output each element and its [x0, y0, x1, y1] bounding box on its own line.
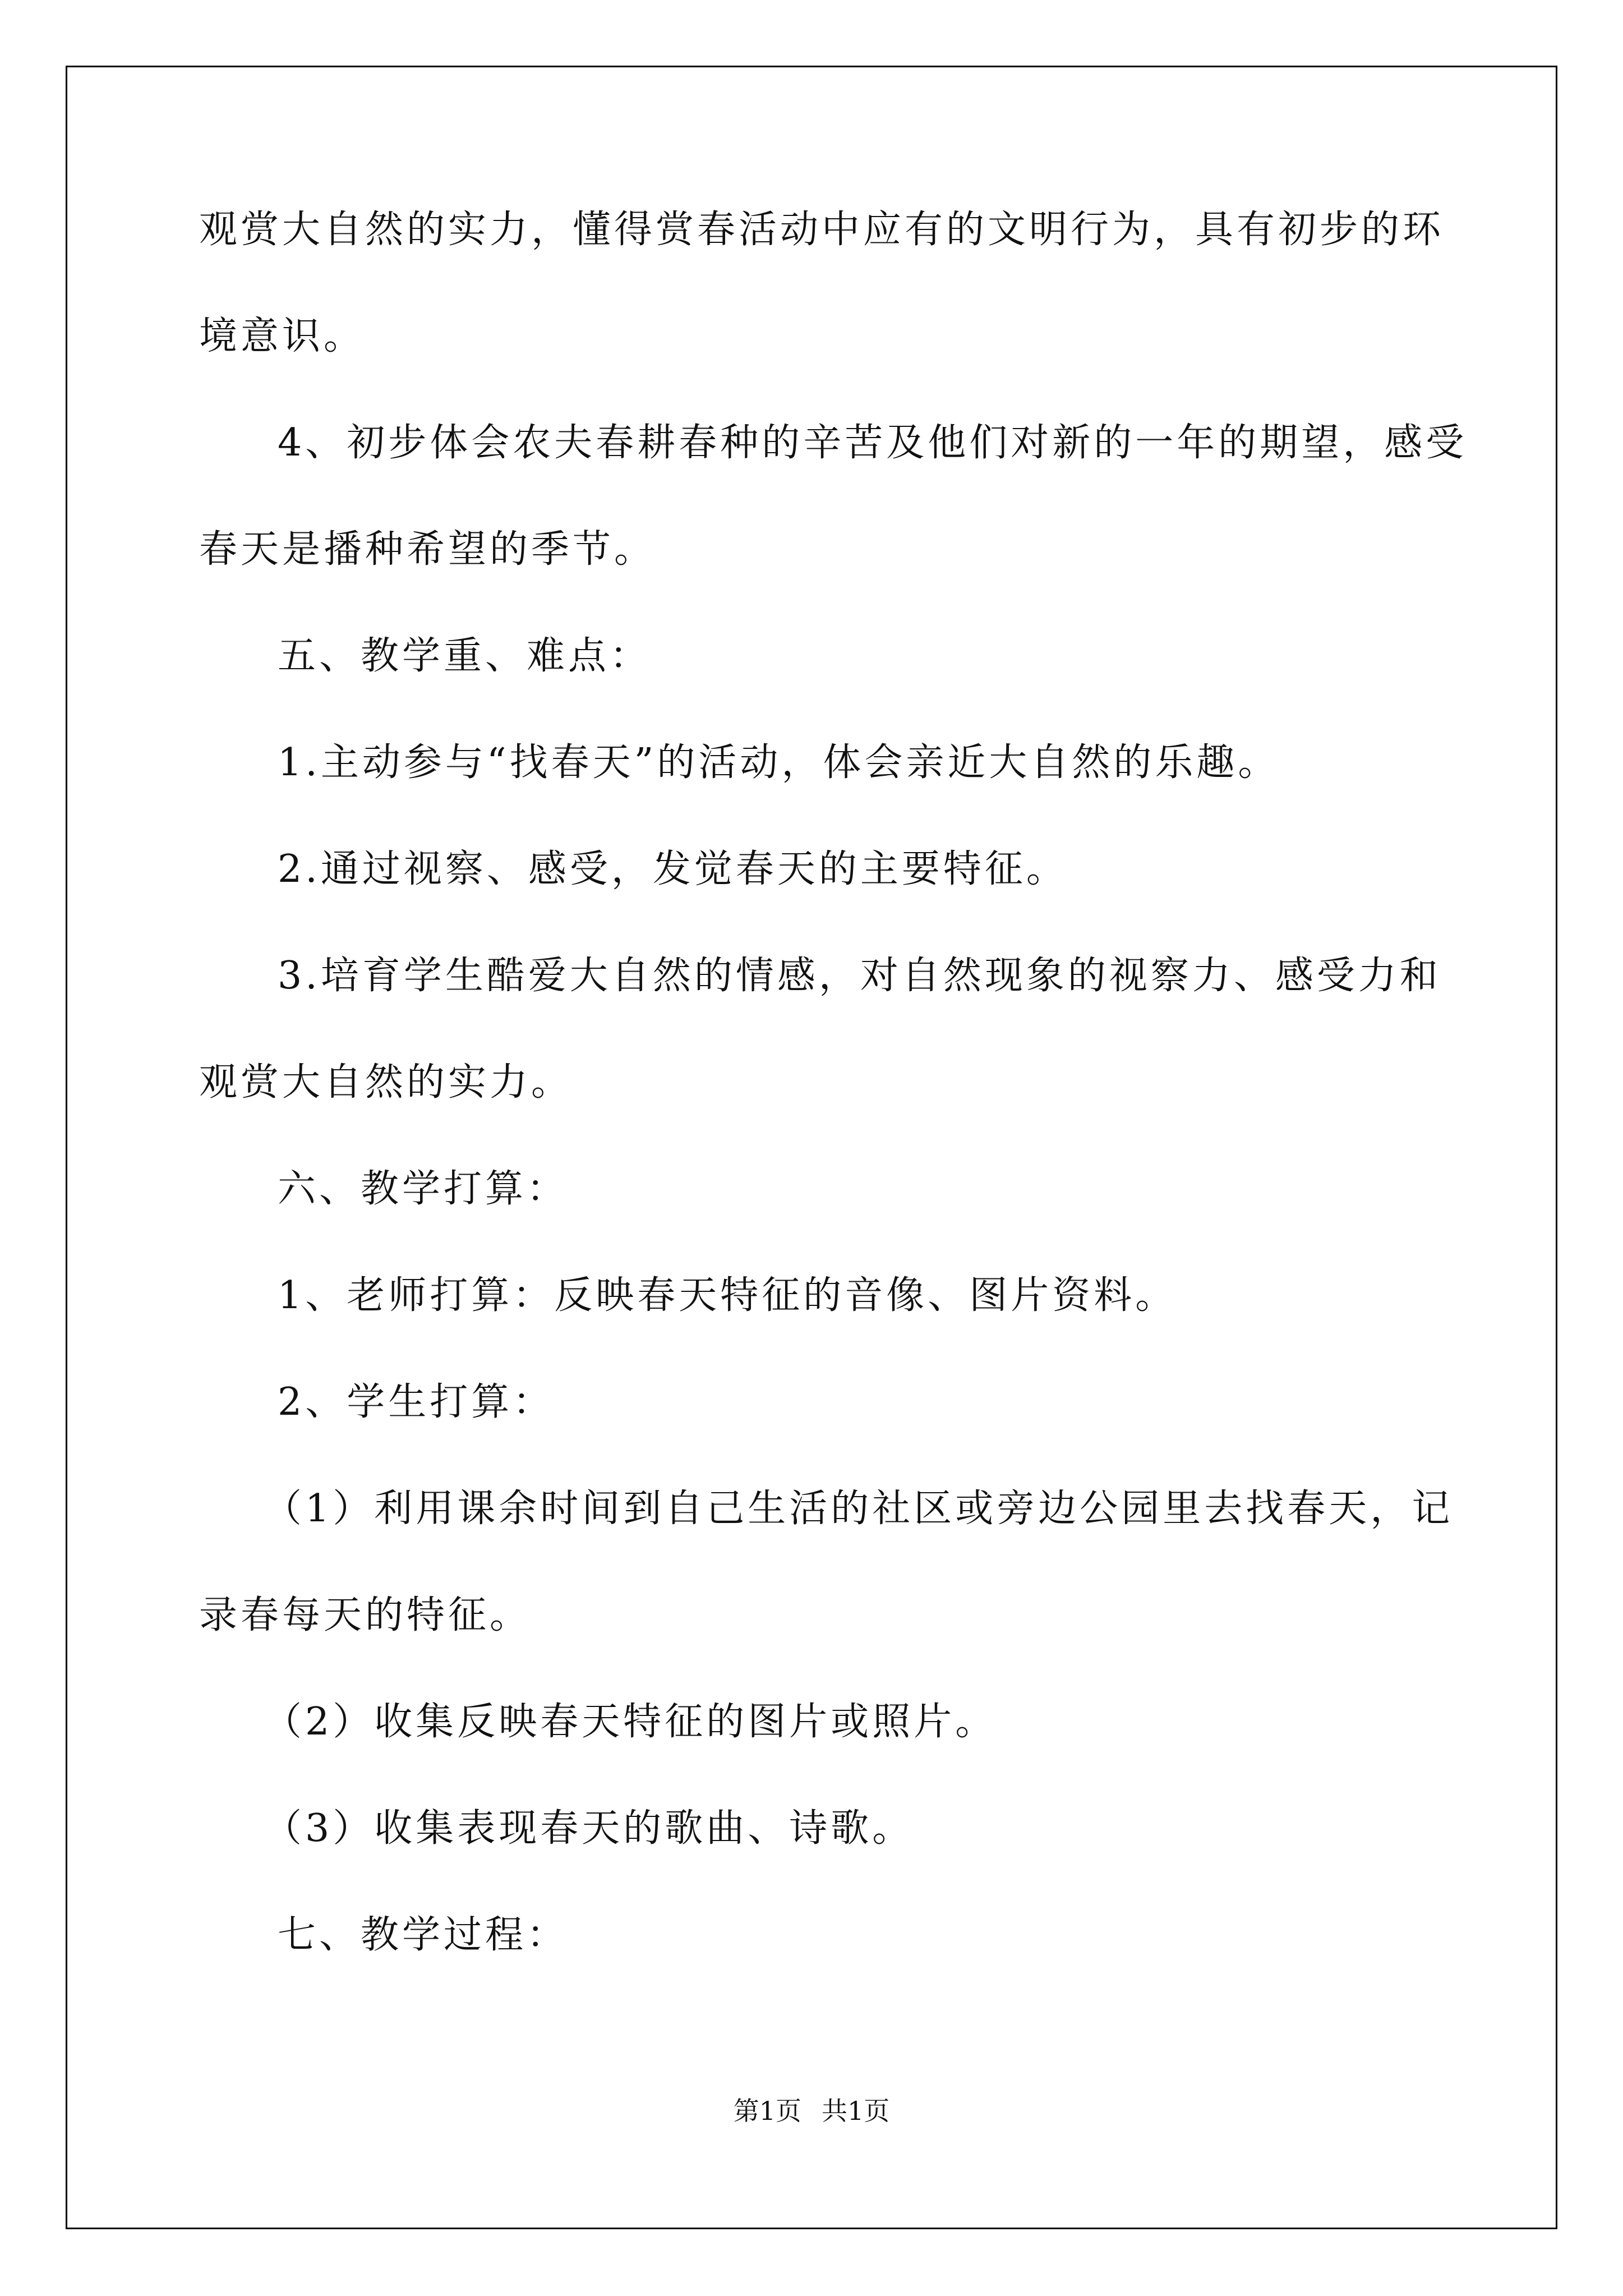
paragraph-line: 录春每天的特征。 [199, 1593, 532, 1637]
paragraph-line: 境意识。 [199, 314, 366, 358]
paragraph-line: 观赏大自然的实力。 [199, 1060, 573, 1105]
page-number-current: 第1页 [733, 2096, 801, 2126]
paragraph-line: 春天是播种希望的季节。 [199, 527, 656, 572]
list-item: （3）收集表现春天的歌曲、诗歌。 [264, 1806, 914, 1851]
page-footer [0, 2095, 1623, 2127]
list-item: （1）利用课余时间到自己生活的社区或旁边公园里去找春天，记 [264, 1487, 1454, 1531]
list-item: 3.培育学生酷爱大自然的情感，对自然现象的视察力、感受力和 [278, 954, 1441, 998]
section-heading: 六、教学打算： [278, 1167, 569, 1211]
list-item: 1、老师打算：反映春天特征的音像、图片资料。 [278, 1273, 1177, 1318]
section-heading: 七、教学过程： [278, 1913, 569, 1957]
list-item: 2、学生打算： [278, 1380, 555, 1424]
page-number-total: 共1页 [822, 2096, 890, 2126]
page-border [66, 66, 1557, 2229]
paragraph-line: 4、初步体会农夫春耕春种的辛苦及他们对新的一年的期望，感受 [278, 421, 1468, 465]
list-item: 2.通过视察、感受，发觉春天的主要特征。 [278, 847, 1068, 891]
list-item: （2）收集反映春天特征的图片或照片。 [264, 1700, 997, 1744]
paragraph-line: 观赏大自然的实力，懂得赏春活动中应有的文明行为，具有初步的环 [199, 208, 1445, 252]
section-heading: 五、教学重、难点： [278, 634, 652, 678]
list-item: 1.主动参与“找春天”的活动，体会亲近大自然的乐趣。 [278, 740, 1280, 785]
